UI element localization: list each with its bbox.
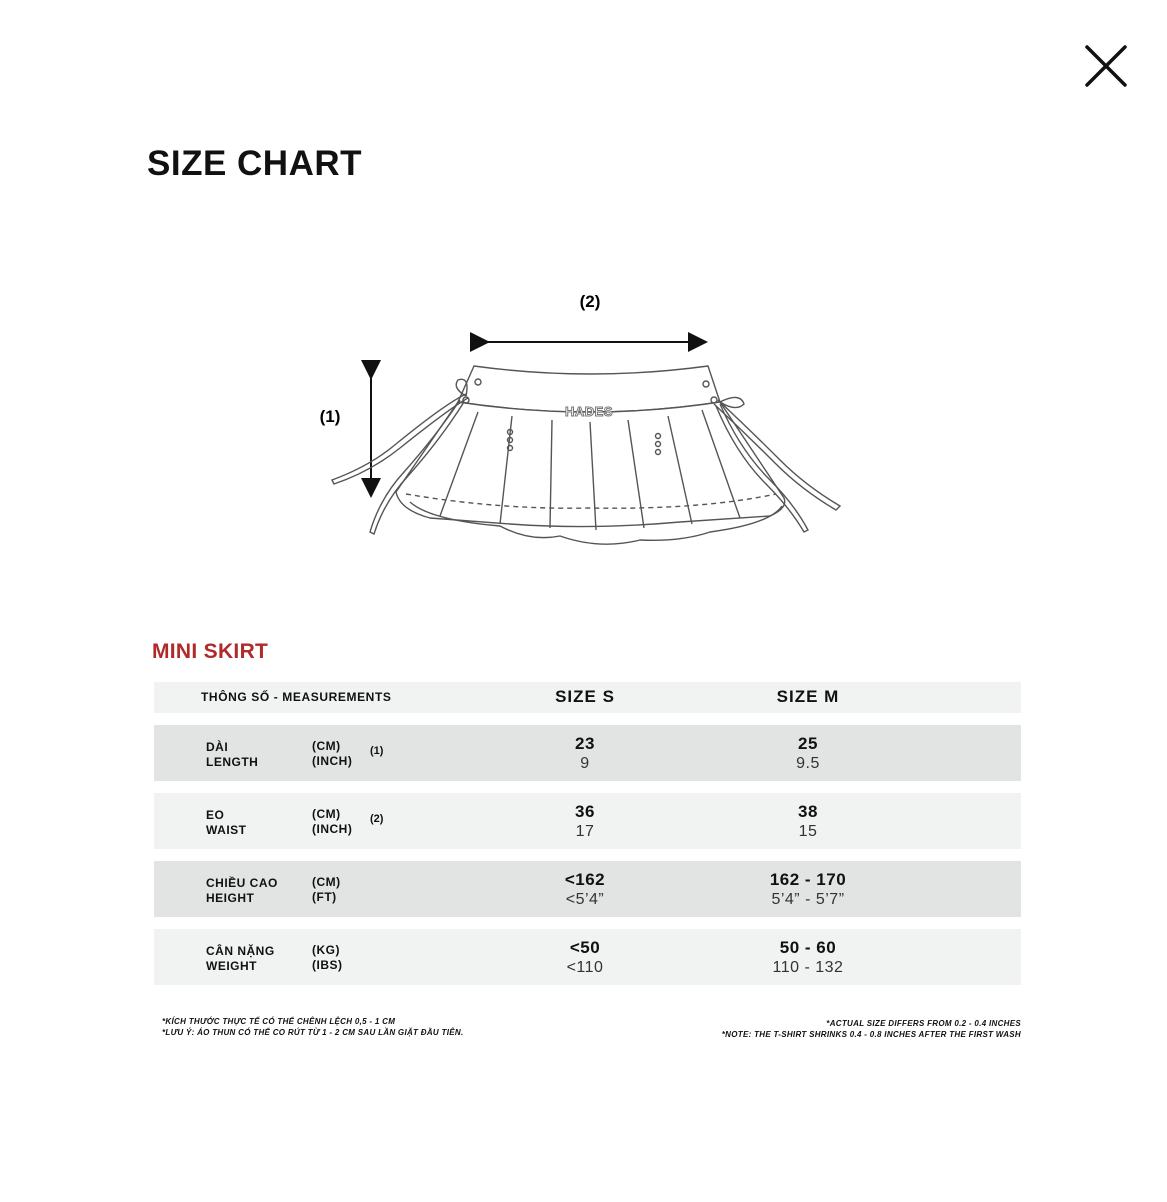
value-secondary: <110 (566, 959, 604, 976)
table-row-length (154, 725, 1021, 781)
measure-waist-label: (2) (579, 292, 601, 311)
table-row-waist (154, 793, 1021, 849)
value-secondary: 15 (798, 823, 818, 840)
value-secondary: 5’4” - 5’7” (771, 891, 845, 908)
size-s-value (505, 870, 665, 910)
value-primary: <162 (564, 870, 606, 889)
size-s-value (505, 938, 665, 978)
label-en: LENGTH (206, 755, 259, 769)
brand-label: HADES (564, 404, 614, 419)
size-s-header: SIZE S (555, 687, 615, 706)
value-primary: 23 (575, 734, 595, 753)
label-vi: DÀI (206, 740, 229, 754)
value-primary: 36 (575, 802, 595, 821)
note-line: *ACTUAL SIZE DIFFERS FROM 0.2 - 0.4 INCHES (826, 1019, 1021, 1028)
value-primary: <50 (569, 938, 601, 957)
row-units (312, 875, 341, 905)
unit-primary: (CM) (312, 807, 341, 821)
unit-secondary: (INCH) (312, 754, 353, 768)
row-label (206, 808, 247, 838)
label-en: WAIST (206, 823, 247, 837)
value-primary: 38 (798, 802, 818, 821)
unit-primary: (CM) (312, 875, 341, 889)
value-secondary: <5’4” (565, 891, 605, 908)
table-header-row (154, 682, 1021, 713)
unit-secondary: (FT) (312, 890, 337, 904)
value-primary: 50 - 60 (779, 938, 837, 957)
skirt-illustration (300, 280, 860, 570)
value-secondary: 9.5 (796, 755, 820, 772)
note-line: *KÍCH THƯỚC THỰC TẾ CÓ THỂ CHÊNH LỆCH 0,5 - 1 CM (162, 1017, 396, 1026)
value-secondary: 17 (575, 823, 595, 840)
note-english (700, 1018, 1021, 1040)
label-en: HEIGHT (206, 891, 255, 905)
size-s-value (505, 802, 665, 842)
table-row-weight (154, 929, 1021, 985)
value-primary: 162 - 170 (769, 870, 847, 889)
value-secondary: 110 - 132 (772, 959, 844, 976)
row-units (312, 943, 343, 973)
unit-secondary: (INCH) (312, 822, 353, 836)
label-en: WEIGHT (206, 959, 257, 973)
skirt-outline (332, 366, 840, 544)
size-m-value (728, 802, 888, 842)
table-row-height (154, 861, 1021, 917)
value-secondary: 9 (580, 755, 590, 772)
note-line: *LƯU Ý: ÁO THUN CÓ THỂ CO RÚT TỪ 1 - 2 CM SAU LẦN GIẶT ĐẦU TIÊN. (162, 1028, 464, 1037)
measure-length-label: (1) (319, 407, 341, 426)
label-vi: EO (206, 808, 225, 822)
size-s-value (505, 734, 665, 774)
value-primary: 25 (798, 734, 818, 753)
row-units (312, 739, 352, 769)
size-table (154, 682, 1021, 985)
section-title: MINI SKIRT (152, 640, 269, 663)
size-m-header: SIZE M (776, 687, 840, 706)
size-m-value (728, 734, 888, 774)
unit-primary: (KG) (312, 943, 340, 957)
row-ref: (2) (370, 813, 384, 825)
skirt-diagram (300, 280, 860, 570)
page-title: SIZE CHART (147, 144, 362, 183)
label-vi: CÂN NẶNG (206, 944, 275, 958)
note-vietnamese (162, 1016, 463, 1038)
row-label (206, 740, 258, 770)
close-icon (1082, 42, 1130, 90)
label-vi: CHIỀU CAO (206, 876, 278, 890)
measurements-header: THÔNG SỐ - MEASUREMENTS (201, 690, 392, 704)
note-line: *NOTE: THE T-SHIRT SHRINKS 0.4 - 0.8 INCHES AFTER THE FIRST WASH (721, 1030, 1021, 1039)
unit-primary: (CM) (312, 739, 341, 753)
close-button[interactable] (1082, 42, 1130, 90)
row-ref: (1) (370, 745, 384, 757)
row-label (206, 944, 275, 974)
row-units (312, 807, 352, 837)
row-label (206, 876, 278, 906)
size-m-value (728, 938, 888, 978)
unit-secondary: (IBS) (312, 958, 343, 972)
size-m-value (728, 870, 888, 910)
